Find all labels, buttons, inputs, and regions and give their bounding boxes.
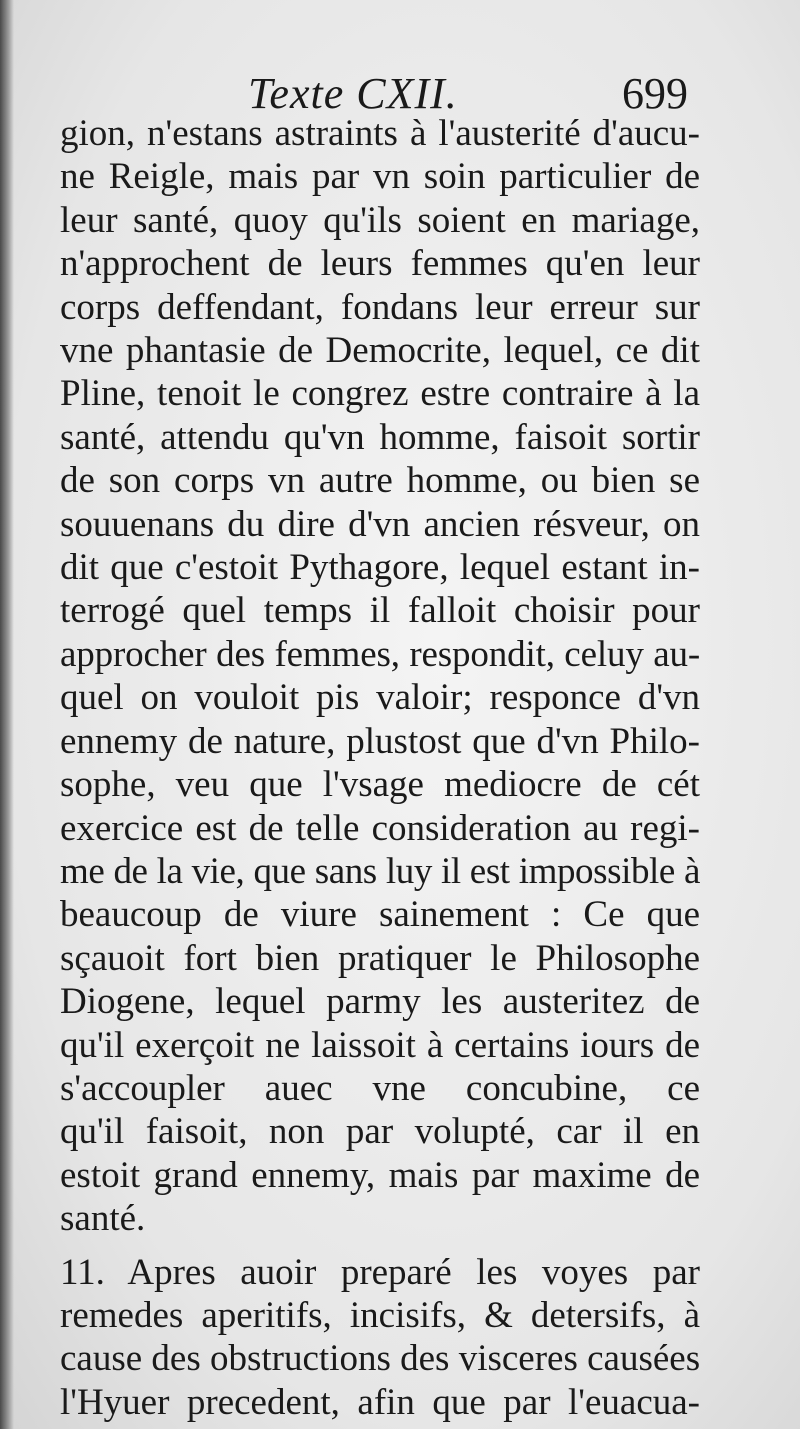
text-line: n'approchent de leurs femmes qu'en leur [60,243,700,285]
text-line: dit que c'estoit Pythagore, lequel estant in- [60,547,700,589]
text-line: qu'il faisoit, non par volupté, car il en [60,1111,700,1153]
text-line: de son corps vn autre homme, ou bien se [60,460,700,502]
text-line: estoit grand ennemy, mais par maxime de [60,1154,700,1196]
text-line: remedes aperitifs, incisifs, & detersifs, à [60,1294,700,1336]
running-title: Texte CXII. [248,69,458,118]
text-line: qu'il exerçoit ne laissoit à certains iours de [60,1024,700,1066]
text-line: beaucoup de viure sainement : Ce que [60,894,700,936]
text-line: s'accoupler auec vne concubine, ce [60,1067,700,1109]
text-line: vne phantasie de Democrite, lequel, ce dit [60,330,700,372]
text-line: leur santé, quoy qu'ils soient en mariage, [60,199,700,241]
text-line: ne Reigle, mais par vn soin particulier de [60,156,700,198]
text-line: santé, attendu qu'vn homme, faisoit sortir [60,416,700,458]
text-line: me de la vie, que sans luy il est impossible à [60,850,700,892]
text-line: cause des obstructions des visceres causées [60,1338,701,1380]
text-line: exercice est de telle consideration au regi- [60,807,700,849]
text-line: l'Hyuer precedent, afin que par l'euacua- [60,1381,700,1423]
text-line: souuenans du dire d'vn ancien résveur, on [60,503,700,545]
text-line: Diogene, lequel parmy les austeritez de [60,981,700,1023]
paragraph-end-line: santé. [60,1198,146,1240]
text-line: approcher des femmes, respondit, celuy au- [60,633,700,675]
binding-gutter [0,0,14,1429]
text-line: terrogé quel temps il falloit choisir pour [60,590,700,632]
text-line: quel on vouloit pis valoir; responce d'vn [60,677,700,719]
text-line: Pline, tenoit le congrez estre contraire à la [60,373,700,415]
text-line: ennemy de nature, plustost que d'vn Philo- [60,720,700,762]
paragraph-start-line: 11. Apres auoir preparé les voyes par [60,1251,700,1293]
text-line: sçauoit fort bien pratiquer le Philosophe [60,937,700,979]
text-line: corps deffendant, fondans leur erreur sur [60,286,700,328]
text-line: gion, n'estans astraints à l'austerité d'aucu- [60,113,700,154]
page-number: 699 [622,69,688,118]
body-text [60,112,700,1424]
text-line: sophe, veu que l'vsage mediocre de cét [60,764,700,806]
